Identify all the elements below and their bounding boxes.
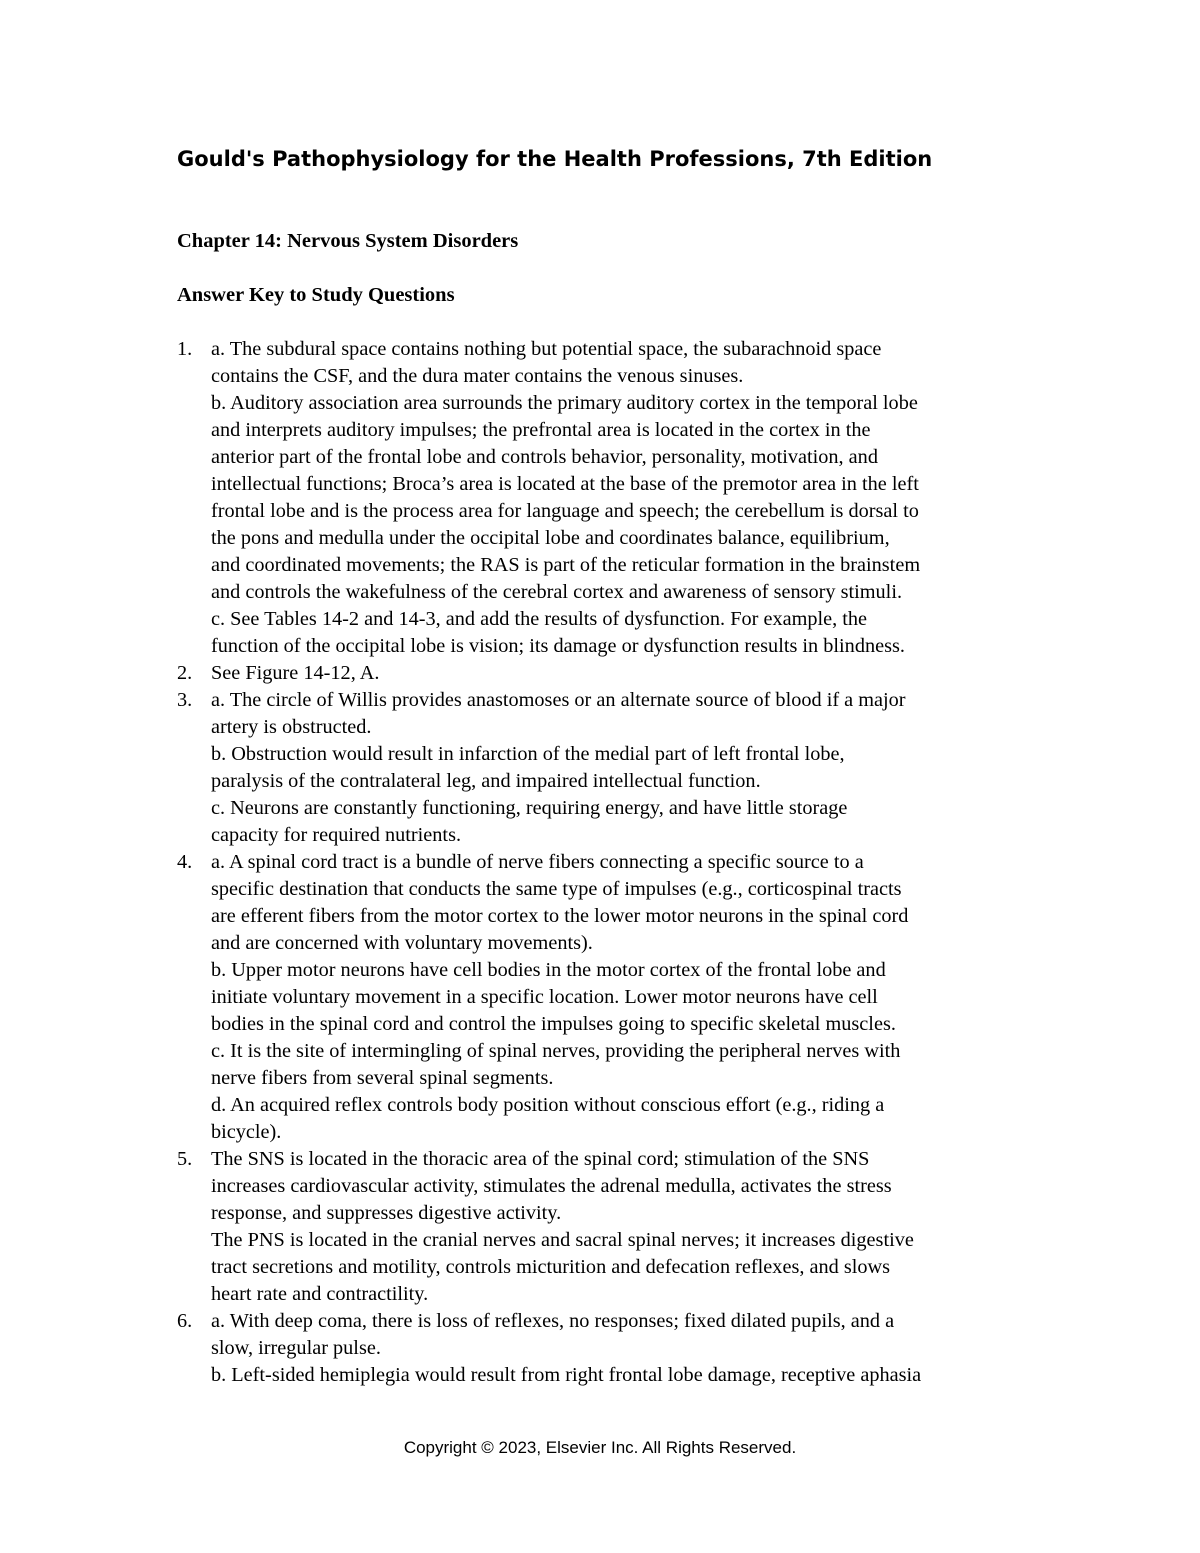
- answer-text-line: artery is obstructed.: [211, 716, 372, 738]
- answer-item: [177, 660, 1047, 687]
- answer-text-line: See Figure 14-12, A.: [211, 662, 380, 684]
- answer-text-line: The SNS is located in the thoracic area of the spinal cord; stimulation of the SNS: [211, 1148, 870, 1170]
- answer-item: [177, 1146, 1047, 1308]
- answer-text-line: anterior part of the frontal lobe and controls behavior, personality, motivation, and: [211, 446, 878, 468]
- answer-text-line: slow, irregular pulse.: [211, 1337, 381, 1359]
- answer-number: 2.: [177, 662, 193, 684]
- copyright-footer: Copyright © 2023, Elsevier Inc. All Rights Reserved.: [403, 1438, 797, 1457]
- answer-text-line: a. A spinal cord tract is a bundle of nerve fibers connecting a specific source to a: [211, 851, 864, 873]
- answer-text-line: bicycle).: [211, 1121, 282, 1143]
- answer-text-line: and coordinated movements; the RAS is part of the reticular formation in the brainstem: [211, 554, 921, 576]
- answer-text-line: a. The circle of Willis provides anastomoses or an alternate source of blood if a major: [211, 689, 906, 711]
- answer-item: [177, 687, 1047, 849]
- answer-text-line: c. It is the site of intermingling of spinal nerves, providing the peripheral nerves with: [211, 1040, 901, 1062]
- answer-body: [211, 660, 1047, 687]
- answer-text-line: b. Left-sided hemiplegia would result from right frontal lobe damage, receptive aphasia: [211, 1364, 922, 1386]
- answer-number: 6.: [177, 1310, 193, 1332]
- answer-list: [177, 336, 1047, 1389]
- answer-text-line: b. Upper motor neurons have cell bodies in the motor cortex of the frontal lobe and: [211, 959, 886, 981]
- answer-text-line: intellectual functions; Broca’s area is located at the base of the premotor area in the left: [211, 473, 919, 495]
- answer-text-line: response, and suppresses digestive activity.: [211, 1202, 562, 1224]
- answer-text-line: tract secretions and motility, controls micturition and defecation reflexes, and slows: [211, 1256, 891, 1278]
- answer-number: 5.: [177, 1148, 193, 1170]
- document-title: Gould's Pathophysiology for the Health Professions, 7th Edition: [177, 147, 933, 171]
- answer-text-line: and controls the wakefulness of the cerebral cortex and awareness of sensory stimuli.: [211, 581, 903, 603]
- answer-text-line: function of the occipital lobe is vision; its damage or dysfunction results in blindness.: [211, 635, 905, 657]
- chapter-heading: Chapter 14: Nervous System Disorders: [177, 230, 519, 252]
- answer-text-line: a. The subdural space contains nothing but potential space, the subarachnoid space: [211, 338, 882, 360]
- answer-text-line: d. An acquired reflex controls body position without conscious effort (e.g., riding a: [211, 1094, 885, 1116]
- answer-text-line: a. With deep coma, there is loss of reflexes, no responses; fixed dilated pupils, and a: [211, 1310, 895, 1332]
- answer-number: 1.: [177, 338, 193, 360]
- answer-item: [177, 336, 1047, 660]
- answer-number: 3.: [177, 689, 193, 711]
- answer-text-line: increases cardiovascular activity, stimulates the adrenal medulla, activates the stress: [211, 1175, 892, 1197]
- answer-text-line: b. Auditory association area surrounds the primary auditory cortex in the temporal lobe: [211, 392, 918, 414]
- answer-text-line: The PNS is located in the cranial nerves and sacral spinal nerves; it increases digestive: [211, 1229, 914, 1251]
- answer-item: [177, 849, 1047, 1146]
- answer-text-line: and are concerned with voluntary movements).: [211, 932, 593, 954]
- answer-text-line: and interprets auditory impulses; the prefrontal area is located in the cortex in the: [211, 419, 871, 441]
- answer-text-line: paralysis of the contralateral leg, and impaired intellectual function.: [211, 770, 761, 792]
- answer-text-line: b. Obstruction would result in infarction of the medial part of left frontal lobe,: [211, 743, 845, 765]
- answer-body: [211, 687, 1047, 849]
- answer-text-line: the pons and medulla under the occipital lobe and coordinates balance, equilibrium,: [211, 527, 890, 549]
- answer-text-line: capacity for required nutrients.: [211, 824, 462, 846]
- answer-text-line: contains the CSF, and the dura mater contains the venous sinuses.: [211, 365, 744, 387]
- answer-item: [177, 1308, 1047, 1389]
- answer-number: 4.: [177, 851, 193, 873]
- answer-text-line: bodies in the spinal cord and control the impulses going to specific skeletal muscles.: [211, 1013, 896, 1035]
- answer-text-line: c. See Tables 14-2 and 14-3, and add the results of dysfunction. For example, the: [211, 608, 868, 630]
- answer-body: [211, 1308, 1047, 1389]
- answer-body: [211, 336, 1047, 660]
- answer-text-line: c. Neurons are constantly functioning, requiring energy, and have little storage: [211, 797, 848, 819]
- answer-body: [211, 1146, 1047, 1308]
- answer-text-line: heart rate and contractility.: [211, 1283, 429, 1305]
- answer-text-line: frontal lobe and is the process area for language and speech; the cerebellum is dorsal to: [211, 500, 919, 522]
- answer-text-line: initiate voluntary movement in a specific location. Lower motor neurons have cell: [211, 986, 878, 1008]
- answer-text-line: are efferent fibers from the motor cortex to the lower motor neurons in the spinal cord: [211, 905, 909, 927]
- section-heading: Answer Key to Study Questions: [177, 284, 455, 306]
- answer-body: [211, 849, 1047, 1146]
- answer-text-line: specific destination that conducts the same type of impulses (e.g., corticospinal tracts: [211, 878, 902, 900]
- answer-text-line: nerve fibers from several spinal segments.: [211, 1067, 554, 1089]
